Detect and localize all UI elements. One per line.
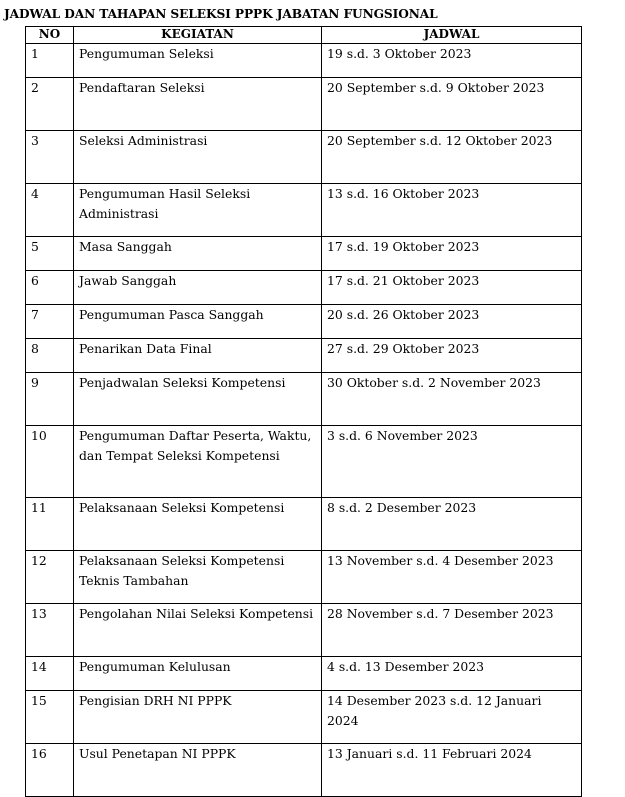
column-header-no: NO [26, 27, 74, 44]
row-number: 13 [26, 604, 74, 657]
row-jadwal: 13 s.d. 16 Oktober 2023 [322, 184, 582, 237]
table-row [26, 44, 582, 78]
table-row [26, 184, 582, 237]
row-number: 11 [26, 498, 74, 551]
row-jadwal: 17 s.d. 19 Oktober 2023 [322, 237, 582, 271]
row-number: 1 [26, 44, 74, 78]
row-number: 10 [26, 426, 74, 498]
document-title: JADWAL DAN TAHAPAN SELEKSI PPPK JABATAN FUNGSIONAL [4, 7, 438, 21]
row-number: 5 [26, 237, 74, 271]
table-header-row [26, 27, 582, 44]
row-jadwal: 13 November s.d. 4 Desember 2023 [322, 551, 582, 604]
table-row [26, 691, 582, 744]
row-jadwal: 20 September s.d. 12 Oktober 2023 [322, 131, 582, 184]
row-kegiatan: Masa Sanggah [74, 237, 322, 271]
row-number: 2 [26, 78, 74, 131]
row-jadwal: 14 Desember 2023 s.d. 12 Januari 2024 [322, 691, 582, 744]
row-number: 16 [26, 744, 74, 797]
row-number: 7 [26, 305, 74, 339]
row-kegiatan: Pelaksanaan Seleksi Kompetensi Teknis Tambahan [74, 551, 322, 604]
row-kegiatan: Penarikan Data Final [74, 339, 322, 373]
table-row [26, 271, 582, 305]
row-number: 8 [26, 339, 74, 373]
row-jadwal: 3 s.d. 6 November 2023 [322, 426, 582, 498]
row-kegiatan: Pengumuman Pasca Sanggah [74, 305, 322, 339]
row-jadwal: 4 s.d. 13 Desember 2023 [322, 657, 582, 691]
row-jadwal: 30 Oktober s.d. 2 November 2023 [322, 373, 582, 426]
row-number: 15 [26, 691, 74, 744]
row-kegiatan: Pendaftaran Seleksi [74, 78, 322, 131]
row-kegiatan: Pengolahan Nilai Seleksi Kompetensi [74, 604, 322, 657]
row-kegiatan: Jawab Sanggah [74, 271, 322, 305]
row-jadwal: 27 s.d. 29 Oktober 2023 [322, 339, 582, 373]
table-row [26, 237, 582, 271]
table-row [26, 498, 582, 551]
row-jadwal: 28 November s.d. 7 Desember 2023 [322, 604, 582, 657]
row-kegiatan: Pengumuman Kelulusan [74, 657, 322, 691]
row-number: 6 [26, 271, 74, 305]
schedule-table [25, 26, 582, 797]
table-row [26, 78, 582, 131]
row-number: 12 [26, 551, 74, 604]
table-row [26, 551, 582, 604]
row-kegiatan: Pengisian DRH NI PPPK [74, 691, 322, 744]
row-kegiatan: Pelaksanaan Seleksi Kompetensi [74, 498, 322, 551]
row-kegiatan: Usul Penetapan NI PPPK [74, 744, 322, 797]
table-row [26, 131, 582, 184]
row-number: 3 [26, 131, 74, 184]
column-header-kegiatan: KEGIATAN [74, 27, 322, 44]
table-row [26, 339, 582, 373]
row-jadwal: 8 s.d. 2 Desember 2023 [322, 498, 582, 551]
row-number: 9 [26, 373, 74, 426]
row-jadwal: 20 s.d. 26 Oktober 2023 [322, 305, 582, 339]
column-header-jadwal: JADWAL [322, 27, 582, 44]
row-kegiatan: Seleksi Administrasi [74, 131, 322, 184]
row-number: 4 [26, 184, 74, 237]
table-row [26, 604, 582, 657]
row-kegiatan: Penjadwalan Seleksi Kompetensi [74, 373, 322, 426]
row-number: 14 [26, 657, 74, 691]
row-jadwal: 13 Januari s.d. 11 Februari 2024 [322, 744, 582, 797]
table-row [26, 373, 582, 426]
table-row [26, 657, 582, 691]
row-jadwal: 19 s.d. 3 Oktober 2023 [322, 44, 582, 78]
row-jadwal: 17 s.d. 21 Oktober 2023 [322, 271, 582, 305]
row-jadwal: 20 September s.d. 9 Oktober 2023 [322, 78, 582, 131]
row-kegiatan: Pengumuman Hasil Seleksi Administrasi [74, 184, 322, 237]
table-row [26, 305, 582, 339]
row-kegiatan: Pengumuman Seleksi [74, 44, 322, 78]
row-kegiatan: Pengumuman Daftar Peserta, Waktu, dan Tempat Seleksi Kompetensi [74, 426, 322, 498]
table-row [26, 426, 582, 498]
